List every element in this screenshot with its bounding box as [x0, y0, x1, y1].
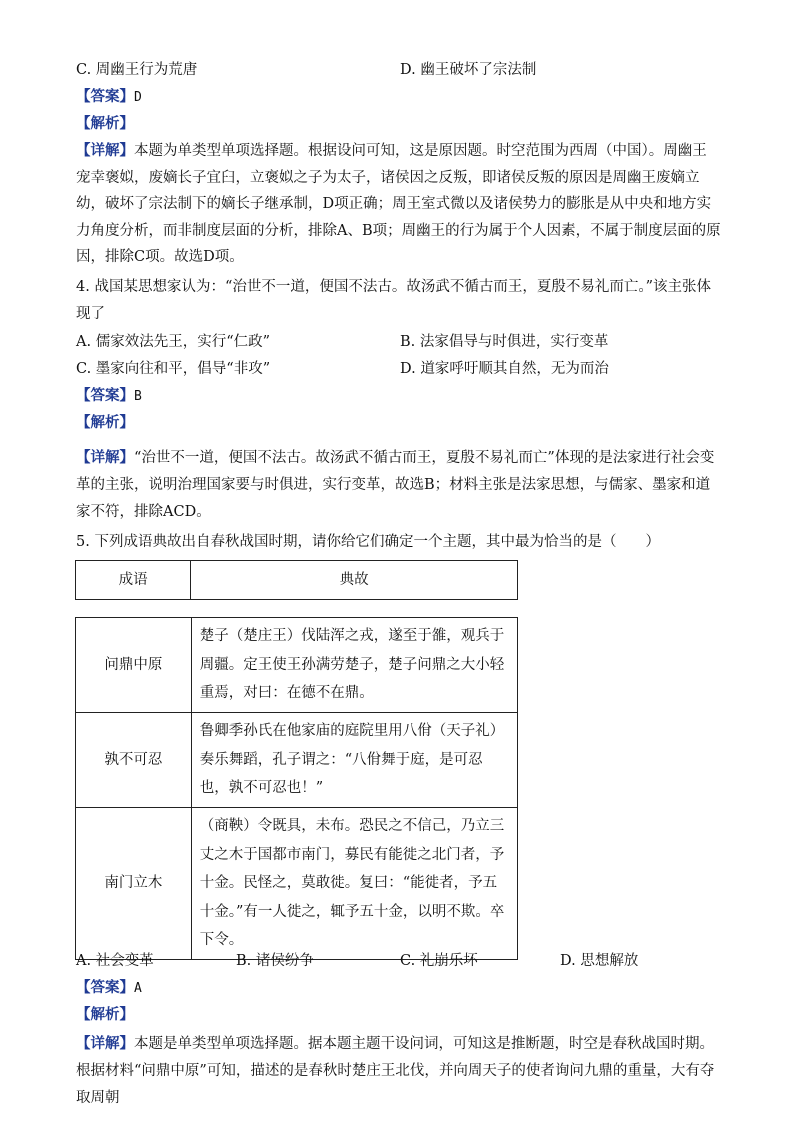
table-row [76, 808, 518, 960]
detail-text: 本题为单类型单项选择题。根据设问可知，这是原因题。时空范围为西周（中国）。周幽王宠幸褒姒，废嫡长子宜臼，立褒姒之子为太子，诸侯因之反叛，即诸侯反叛的原因是周幽王废嫡立幼，破坏了宗法制下的嫡长子继承制，D项正确；周王室式微以及诸侯势力的膨胀是从中央和地方实力角度分析，而非制度层面的分析，排除A、B项；周幽王的行为属于个人因素，不属于制度层面的原因，排除C项。故选D项。 [76, 143, 721, 265]
q3-option-d: D. 幽王破坏了宗法制 [400, 62, 537, 78]
detail-text: 本题是单类型单项选择题。据本题主题干设问词，可知这是推断题，时空是春秋战国时期。根据材料“问鼎中原”可知，描述的是春秋时楚庄王北伐，并向周天子的使者询问九鼎的重量，大有夺取周朝 [76, 1036, 715, 1106]
answer-value: A [134, 981, 142, 996]
q5-table-header [75, 560, 518, 600]
q4-option-c: C. 墨家向往和平，倡导“非攻” [76, 361, 271, 377]
idiom-cell: 问鼎中原 [76, 618, 192, 713]
q4-option-d: D. 道家呼吁顺其自然，无为而治 [400, 361, 609, 377]
detail-tag: 【详解】 [76, 1035, 134, 1052]
answer-tag: 【答案】 [76, 387, 134, 404]
q4-answer [76, 386, 142, 407]
header-idiom: 成语 [76, 561, 191, 600]
q5-option-b: B. 诸侯纷争 [236, 953, 314, 969]
q5-answer [76, 978, 142, 999]
q5-option-d: D. 思想解放 [560, 953, 639, 969]
q5-stem: 5. 下列成语典故出自春秋战国时期，请你给它们确定一个主题，其中最为恰当的是（ ） [76, 534, 660, 550]
q3-analysis-tag: 【解析】 [76, 115, 134, 132]
answer-value: B [134, 389, 142, 404]
q4-option-b: B. 法家倡导与时俱进，实行变革 [400, 334, 609, 350]
detail-tag: 【详解】 [76, 142, 134, 159]
q4-option-a: A. 儒家效法先王，实行“仁政” [76, 334, 271, 350]
story-cell: （商鞅）令既具，未布。恐民之不信己，乃立三丈之木于国都市南门，募民有能徙之北门者，予十金。民怪之，莫敢徙。复曰：“能徙者，予五十金。”有一人徙之，辄予五十金，以明不欺。卒下令。 [191, 808, 517, 960]
idiom-cell: 南门立木 [76, 808, 192, 960]
q3-answer [76, 87, 142, 108]
q5-table [75, 617, 518, 960]
answer-value: D [134, 90, 142, 105]
answer-tag: 【答案】 [76, 979, 134, 996]
q4-analysis-tag: 【解析】 [76, 414, 134, 431]
story-cell: 楚子（楚庄王）伐陆浑之戎，遂至于雒，观兵于周疆。定王使王孙满劳楚子，楚子问鼎之大小轻重焉，对曰：在德不在鼎。 [191, 618, 517, 713]
table-row [76, 713, 518, 808]
detail-text: “治世不一道，便国不法古。故汤武不循古而王，夏殷不易礼而亡”体现的是法家进行社会变革的主张，说明治理国家要与时俱进，实行变革，故选B；材料主张是法家思想，与儒家、墨家和道家不符，排除ACD。 [76, 450, 715, 520]
q5-detail [76, 1030, 721, 1112]
detail-tag: 【详解】 [76, 449, 134, 466]
q3-detail [76, 138, 721, 271]
idiom-cell: 孰不可忍 [76, 713, 192, 808]
q3-option-c: C. 周幽王行为荒唐 [76, 62, 198, 78]
q5-option-a: A. 社会变革 [76, 953, 154, 969]
q5-option-c: C. 礼崩乐坏 [400, 953, 478, 969]
q4-stem: 4. 战国某思想家认为：“治世不一道，便国不法古。故汤武不循古而王，夏殷不易礼而亡。”该主张体现了 [76, 279, 712, 322]
story-cell: 鲁卿季孙氏在他家庙的庭院里用八佾（天子礼）奏乐舞蹈，孔子谓之：“八佾舞于庭，是可忍也，孰不可忍也！” [191, 713, 517, 808]
q4-detail [76, 444, 721, 526]
answer-tag: 【答案】 [76, 88, 134, 105]
table-row [76, 618, 518, 713]
header-story: 典故 [191, 561, 518, 600]
q5-analysis-tag: 【解析】 [76, 1006, 134, 1023]
